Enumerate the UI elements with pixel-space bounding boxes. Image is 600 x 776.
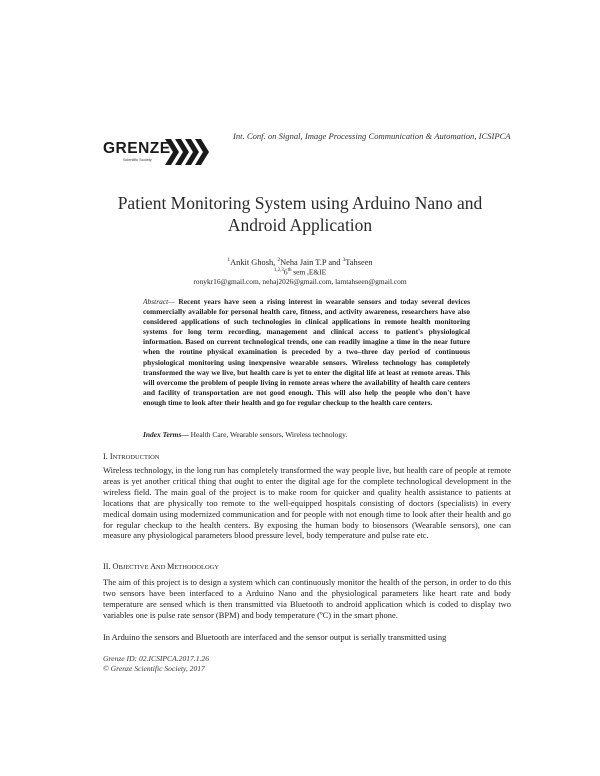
section-number: II.	[103, 562, 113, 571]
heading-rest: ETHODOLOGY	[174, 564, 220, 571]
grenze-id: Grenze ID: 02.ICSIPCA.2017.1.26	[103, 654, 210, 663]
conference-name: Int. Conf. on Signal, Image Processing Communication & Automation, ICSIPCA	[233, 131, 511, 141]
author-2: Neha Jain T.P and	[280, 257, 343, 267]
index-terms-label: Index Terms	[143, 430, 182, 439]
chevron-arrows-icon	[165, 139, 209, 165]
heading-rest: NTRODUCTION	[112, 454, 160, 461]
heading-initial: M	[167, 562, 175, 571]
methodology-paragraph-1: The aim of this project is to design a system which can continuously monitor the health of the person, in order to do this two sensors have been interfaced to a Arduino Nano and the physiological parameters like heart rate and body temperature are sensed which is then transmitted via Bluetooth to android application which is coded to display two variables one is pulse rate sensor (BPM) and body temperature (ºC) in the smart phone.	[103, 577, 511, 620]
abstract-label: Abstract	[143, 297, 169, 306]
author-3-marker: 3	[342, 257, 346, 263]
logo-tagline: Scientific Society	[123, 158, 152, 162]
affiliation-ordinal: th	[287, 268, 292, 273]
heading-rest: BJECTIVE	[118, 564, 151, 571]
footer	[103, 654, 209, 674]
affiliation	[150, 266, 450, 276]
methodology-paragraph-2: In Arduino the sensors and Bluetooth are interfaced and the sensor output is serially transmitted using	[103, 632, 447, 642]
abstract-text: Recent years have seen a rising interest in wearable sensors and today several devices commercially available for personal health care, fitness, and activity awareness, researchers have also considered applications of such technologies in clinical applications in remote health monitoring systems for long term recording, management and clinical access to patient's physiological information. Based on current technological trends, one can readily imagine a time in the near future when the routine physical examination is preceded by a two–three day period of continuous physiological monitoring using inexpensive wearable sensors. Wireless technology has completely transformed the way we live, but health care is yet to enter the digital life at least at remote areas. This will overcome the problem of people living in remote areas where the availability of health care centers and facility of transportation are not good enough. This will also help the people who don't have enough time to look after their health and go for regular checkup to the health care centers.	[143, 297, 470, 407]
author-emails: ronykr16@gmail.com, nehaj2026@gmail.com, lamtahseen@gmail.com	[193, 277, 407, 286]
affiliation-department: sem ,E&IE	[291, 267, 327, 277]
section-number: I.	[103, 452, 110, 461]
logo-wordmark: GRENZE	[103, 140, 171, 157]
affiliation-semester-number: 6	[283, 267, 288, 277]
publisher-logo	[103, 137, 208, 167]
heading-initial: A	[150, 562, 156, 571]
section-heading-methodology	[103, 562, 219, 571]
paper-title: Patient Monitoring System using Arduino Nano and Android Application	[117, 193, 483, 235]
index-terms: Index Terms— Health Care, Wearable sensors, Wireless technology.	[143, 430, 348, 439]
heading-initial: I	[109, 452, 113, 461]
abstract: Abstract— Recent years have seen a rising interest in wearable sensors and today several devices commercially available for personal health care, fitness, and activity awareness, researchers have also considered applications of such technologies in clinical applications in remote health monitoring systems for long term recording, management and clinical access to patient's physiological information. Based on current technological trends, one can readily imagine a time in the near future when the routine physical examination is preceded by a two–three day period of continuous physiological monitoring using inexpensive wearable sensors. Wireless technology has completely transformed the way we live, but health care is yet to enter the digital life at least at remote areas. This will overcome the problem of people living in remote areas where the availability of health care centers and facility of transportation are not good enough. This will also help the people who don't have enough time to look after their health and go for regular checkup to the health care centers.	[143, 297, 470, 407]
index-terms-text: Health Care, Wearable sensors, Wireless technology.	[190, 430, 348, 439]
author-2-marker: 2	[277, 257, 281, 263]
author-1: Ankit Ghosh,	[230, 257, 278, 267]
author-3: Tahseen	[345, 257, 373, 267]
affiliation-markers: 1,2,3	[273, 268, 284, 273]
section-heading-introduction	[103, 452, 160, 461]
heading-rest: ND	[156, 564, 168, 571]
author-1-marker: 1	[227, 257, 231, 263]
heading-initial: O	[112, 562, 119, 571]
introduction-paragraph: Wireless technology, in the long run has completely transformed the way people live, but health care of people at remote areas is yet another critical thing that ought to enter the digital age for the complete technological development in the wireless field. The main goal of the project is to make room for quicker and quality health assistance to patients at locations that are physically too remote to the well-equipped hospitals consisting of doctors (specialists) in every medical domain using modernized communication and for people with not enough time to look after their health and go for regular checkup to the health centers. By exposing the human body to biosensors (Wearable sensors), one can measure any physiological parameters blood pressure level, body temperature and pulse rate etc.	[103, 465, 511, 541]
copyright: © Grenze Scientific Society, 2017	[103, 664, 205, 673]
